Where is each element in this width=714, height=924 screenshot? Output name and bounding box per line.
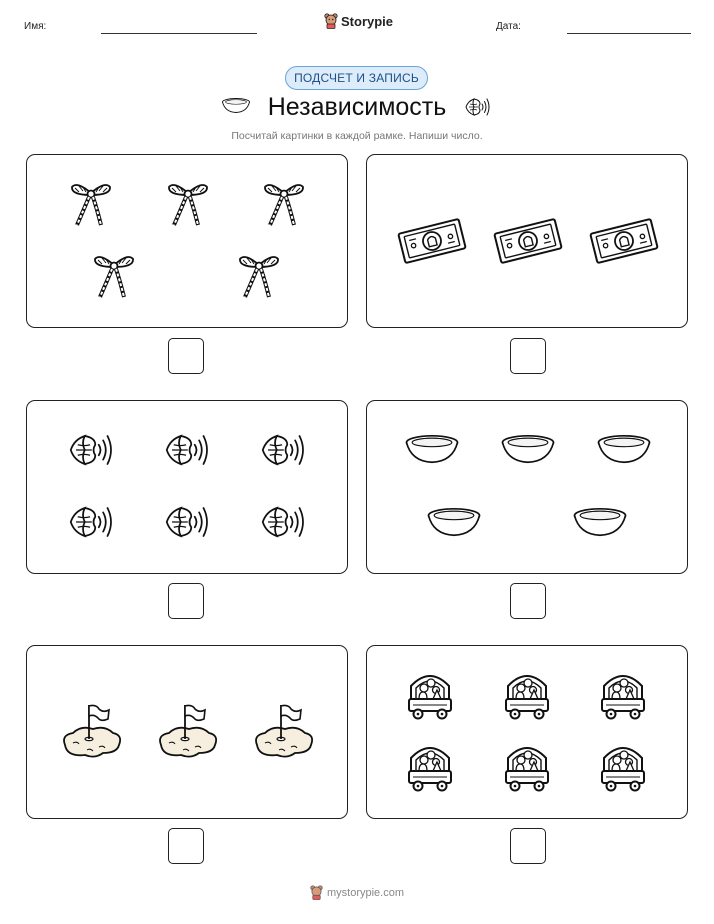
hand-heart-icon (463, 95, 491, 119)
gift-basket-icon (600, 670, 646, 722)
answer-box[interactable] (168, 338, 204, 374)
hand-heart-icon (161, 429, 211, 471)
count-card-banknotes (366, 154, 688, 328)
hand-heart-icon (257, 429, 307, 471)
island-flag-icon (251, 701, 317, 763)
hand-heart-icon (161, 501, 211, 543)
storypie-logo (324, 13, 393, 29)
bowl-icon (403, 433, 461, 467)
answer-box[interactable] (510, 583, 546, 619)
name-line[interactable] (101, 33, 257, 34)
gift-basket-icon (600, 742, 646, 794)
banknote-icon (493, 215, 563, 267)
count-card-gift-baskets (366, 645, 688, 819)
count-card-hand-hearts (26, 400, 348, 574)
footer (0, 885, 714, 900)
activity-badge: ПОДСЧЕТ И ЗАПИСЬ (285, 66, 428, 90)
page-title: Независимость (267, 93, 447, 121)
bowl-icon (595, 433, 653, 467)
name-label: Имя: (24, 21, 47, 32)
answer-box[interactable] (168, 828, 204, 864)
count-card-islands (26, 645, 348, 819)
answer-box[interactable] (510, 828, 546, 864)
instructions: Посчитай картинки в каждой рамке. Напиши число. (231, 130, 483, 142)
count-card-bowls (366, 400, 688, 574)
hand-heart-icon (65, 501, 115, 543)
bowl-icon (571, 506, 629, 540)
bear-mascot-icon (324, 13, 338, 29)
gift-basket-icon (504, 742, 550, 794)
bow-ribbon-icon (69, 179, 113, 229)
answer-box[interactable] (510, 338, 546, 374)
brand-name: Storypie (341, 13, 394, 29)
date-line[interactable] (567, 33, 691, 34)
bear-mascot-icon (310, 885, 323, 900)
hand-heart-icon (257, 501, 307, 543)
island-flag-icon (155, 701, 221, 763)
footer-url[interactable]: mystorypie.com (326, 886, 405, 899)
answer-box[interactable] (168, 583, 204, 619)
banknote-icon (397, 215, 467, 267)
bowl-icon (499, 433, 557, 467)
bow-ribbon-icon (237, 251, 281, 301)
gift-basket-icon (407, 670, 453, 722)
gift-basket-icon (407, 742, 453, 794)
bow-ribbon-icon (166, 179, 210, 229)
date-label: Дата: (496, 21, 521, 32)
bow-ribbon-icon (262, 179, 306, 229)
count-card-bows (26, 154, 348, 328)
banknote-icon (589, 215, 659, 267)
island-flag-icon (59, 701, 125, 763)
bowl-icon (425, 506, 483, 540)
gift-basket-icon (504, 670, 550, 722)
hand-heart-icon (65, 429, 115, 471)
bow-ribbon-icon (92, 251, 136, 301)
